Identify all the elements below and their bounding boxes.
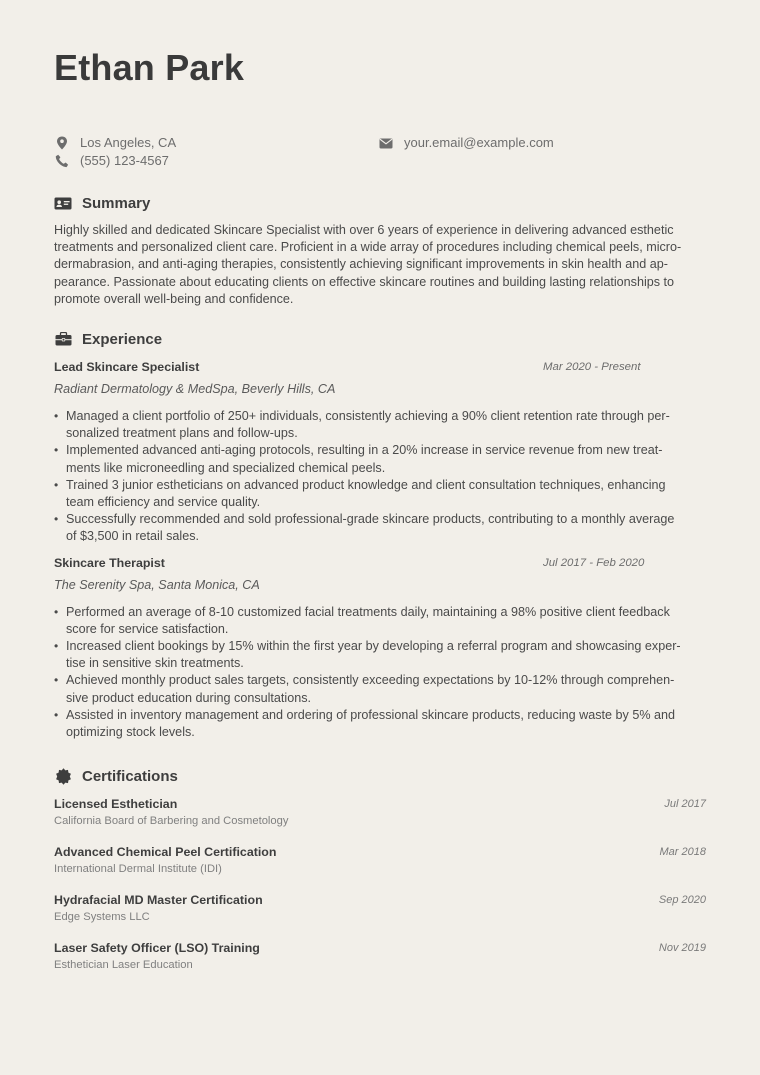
certification-item: [54, 939, 706, 979]
email-text[interactable]: your.email@example.com: [404, 135, 554, 150]
cert-name: Laser Safety Officer (LSO) Training: [54, 941, 260, 956]
job-company: The Serenity Spa, Santa Monica, CA: [54, 577, 260, 592]
job-bullets: [54, 604, 706, 742]
summary-line: treatments and personalized client care. Proficient in a wide array of procedures including chemical peels, micro-: [54, 240, 682, 255]
job-header: [54, 554, 706, 572]
id-card-icon: [54, 194, 72, 212]
certification-item: [54, 843, 706, 883]
bullet-dot: •: [54, 604, 59, 619]
candidate-name: Ethan Park: [54, 47, 245, 88]
cert-issuer: Edge Systems LLC: [54, 911, 150, 924]
briefcase-icon: [54, 330, 72, 348]
summary-title: Summary: [82, 194, 151, 212]
bullet-item: • Implemented advanced anti-aging protocols, resulting in a 20% increase in service revenue from new treat- ments like microneedling and specialized chemical peels.: [54, 443, 663, 475]
experience-title: Experience: [82, 330, 163, 348]
job-bullets: [54, 408, 706, 546]
cert-name: Licensed Esthetician: [54, 797, 178, 812]
phone-text: (555) 123-4567: [80, 153, 169, 168]
cert-issuer: International Dermal Institute (IDI): [54, 863, 222, 876]
bullet-item: • Successfully recommended and sold professional-grade skincare products, contributing to a monthly average of $3,500 in retail sales.: [54, 512, 675, 544]
summary-line: pearance. Passionate about educating clients on effective skincare routines and building lasting relationships to: [54, 274, 675, 289]
cert-date: Mar 2018: [659, 846, 706, 859]
phone-icon: [54, 153, 70, 169]
certifications-title: Certifications: [82, 767, 178, 785]
cert-date: Sep 2020: [658, 894, 706, 907]
job-company: Radiant Dermatology & MedSpa, Beverly Hills, CA: [54, 382, 336, 397]
cert-date: Jul 2017: [664, 798, 706, 811]
certificate-badge-icon: [54, 767, 72, 785]
job-entry: [54, 358, 706, 546]
job-title: Lead Skincare Specialist: [54, 360, 200, 375]
map-pin-icon: [54, 135, 70, 151]
summary-section-header: [54, 194, 706, 212]
cert-date: Nov 2019: [658, 942, 706, 955]
envelope-icon: [378, 135, 394, 151]
summary-text: [54, 222, 706, 308]
certification-item: [54, 891, 706, 931]
cert-issuer: Esthetician Laser Education: [54, 959, 193, 972]
job-entry: [54, 554, 706, 742]
bullet-dot: •: [54, 639, 59, 654]
bullet-dot: •: [54, 409, 59, 424]
contact-phone: [54, 152, 169, 170]
summary-line: promote overall well-being and confidence.: [54, 291, 294, 306]
bullet-item: • Assisted in inventory management and ordering of professional skincare products, reducing waste by 5% and optimizing stock levels.: [54, 707, 676, 740]
summary-line: dermabrasion, and anti-aging therapies, consistently achieving significant improvements in skin health and ap-: [54, 257, 668, 272]
contact-info: [54, 134, 706, 178]
bullet-item: • Performed an average of 8-10 customized facial treatments daily, maintaining a 98% positive client feedback score for service satisfaction.: [54, 604, 670, 636]
summary-line: Highly skilled and dedicated Skincare Specialist with over 6 years of experience in delivering advanced esthetic: [54, 223, 674, 237]
certifications-section-header: [54, 767, 706, 785]
bullet-dot: •: [54, 707, 59, 722]
bullet-item: • Trained 3 junior estheticians on advanced product knowledge and client consultation techniques, enhancing team efficiency and service quality.: [54, 477, 666, 510]
experience-section-header: [54, 330, 706, 348]
bullet-item: • Achieved monthly product sales targets, consistently exceeding expectations by 10-12% through comprehen- sive product education during consultations.: [54, 673, 675, 705]
certification-item: [54, 795, 706, 835]
bullet-dot: •: [54, 512, 59, 527]
bullet-item: • Managed a client portfolio of 250+ individuals, consistently achieving a 90% client retention rate through per- sonalized treatment plans and follow-ups.: [54, 409, 670, 441]
contact-email[interactable]: [378, 134, 554, 152]
cert-issuer: California Board of Barbering and Cosmetology: [54, 815, 289, 828]
bullet-dot: •: [54, 477, 59, 492]
job-title: Skincare Therapist: [54, 555, 165, 570]
job-header: [54, 358, 706, 376]
cert-name: Hydrafacial MD Master Certification: [54, 893, 263, 908]
job-date: Jul 2017 - Feb 2020: [543, 556, 645, 569]
job-date: Mar 2020 - Present: [543, 361, 641, 374]
cert-name: Advanced Chemical Peel Certification: [54, 845, 277, 860]
location-text: Los Angeles, CA: [80, 135, 177, 150]
bullet-dot: •: [54, 673, 59, 688]
contact-location: [54, 134, 176, 152]
bullet-dot: •: [54, 443, 59, 458]
bullet-item: • Increased client bookings by 15% within the first year by developing a referral program and showcasing exper- tise in sensitive skin treatments.: [54, 639, 681, 671]
